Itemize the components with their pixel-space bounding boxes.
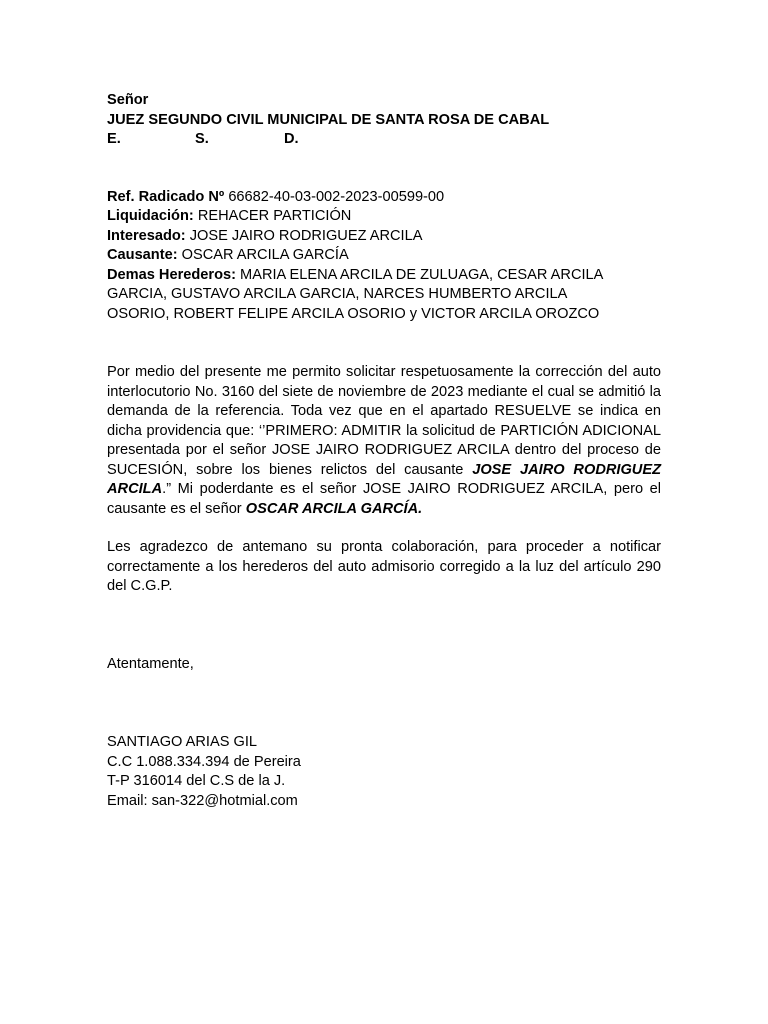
ref-herederos-label: Demas Herederos: bbox=[107, 266, 236, 283]
esd-s: S. bbox=[195, 131, 209, 147]
ref-radicado-label: Ref. Radicado Nº bbox=[107, 188, 225, 205]
body-paragraph-2: Les agradezco de antemano su pronta colaboración, para proceder a notificar correctamente a los herederos del auto admisorio corregido a la luz del artículo 290 del C.G.P. bbox=[107, 539, 661, 594]
ref-interesado-value: JOSE JAIRO RODRIGUEZ ARCILA bbox=[189, 227, 423, 244]
farewell: Atentamente, bbox=[107, 655, 194, 672]
esd-e: E. bbox=[107, 131, 121, 147]
signer-cc: C.C 1.088.334.394 de Pereira bbox=[107, 753, 301, 770]
letter-header bbox=[107, 91, 661, 150]
signature-block bbox=[107, 733, 661, 811]
reference-block bbox=[107, 188, 661, 325]
ref-herederos-line2: GARCIA, GUSTAVO ARCILA GARCIA, NARCES HUMBERTO ARCILA bbox=[107, 286, 568, 302]
ref-causante-label: Causante: bbox=[107, 247, 178, 263]
p1-emphasis-1: JOSE JAIRO RODRIGUEZ ARCILA bbox=[107, 461, 661, 497]
p1-text-2: .” Mi poderdante es el señor JOSE JAIRO RODRIGUEZ ARCILA, pero el causante es el señor bbox=[107, 481, 661, 517]
ref-causante bbox=[107, 246, 661, 266]
esd-d: D. bbox=[284, 131, 299, 147]
signer-tp: T-P 316014 del C.S de la J. bbox=[107, 773, 286, 789]
ref-liquidacion-value: REHACER PARTICIÓN bbox=[197, 208, 352, 224]
ref-interesado bbox=[107, 227, 661, 247]
esd-line bbox=[107, 130, 661, 150]
ref-herederos bbox=[107, 266, 661, 286]
signer-email: Email: san-322@hotmial.com bbox=[107, 792, 298, 809]
addressee: JUEZ SEGUNDO CIVIL MUNICIPAL DE SANTA ROSA DE CABAL bbox=[107, 111, 550, 128]
ref-radicado bbox=[107, 188, 661, 208]
ref-radicado-value: 66682-40-03-002-2023-00599-00 bbox=[228, 188, 445, 205]
ref-liquidacion-label: Liquidación: bbox=[107, 208, 194, 224]
signer-name: SANTIAGO ARIAS GIL bbox=[107, 734, 258, 750]
body-paragraph-1 bbox=[107, 363, 661, 519]
ref-liquidacion bbox=[107, 207, 661, 227]
p1-text-1: Por medio del presente me permito solicitar respetuosamente la corrección del auto interlocutorio No. 3160 del siete de noviembre de 2023 mediante el cual se admitió la demanda de la referencia. Toda vez que en el apartado RESUELVE se indica en dicha providencia que: ‘’PRIMERO: ADMITIR la solicitud de PARTICIÓN ADICIONAL presentada por el señor JOSE JAIRO RODRIGUEZ ARCILA dentro del proceso de SUCESIÓN, sobre los bienes relictos del causante bbox=[107, 364, 661, 478]
salutation: Señor bbox=[107, 92, 149, 108]
p1-emphasis-2: OSCAR ARCILA GARCÍA. bbox=[245, 500, 423, 517]
ref-interesado-label: Interesado: bbox=[107, 227, 186, 244]
letter-document bbox=[107, 91, 661, 811]
ref-herederos-line1: MARIA ELENA ARCILA DE ZULUAGA, CESAR ARCILA bbox=[240, 266, 604, 283]
ref-causante-value: OSCAR ARCILA GARCÍA bbox=[181, 247, 349, 263]
ref-herederos-line3: OSORIO, ROBERT FELIPE ARCILA OSORIO y VICTOR ARCILA OROZCO bbox=[107, 305, 600, 322]
